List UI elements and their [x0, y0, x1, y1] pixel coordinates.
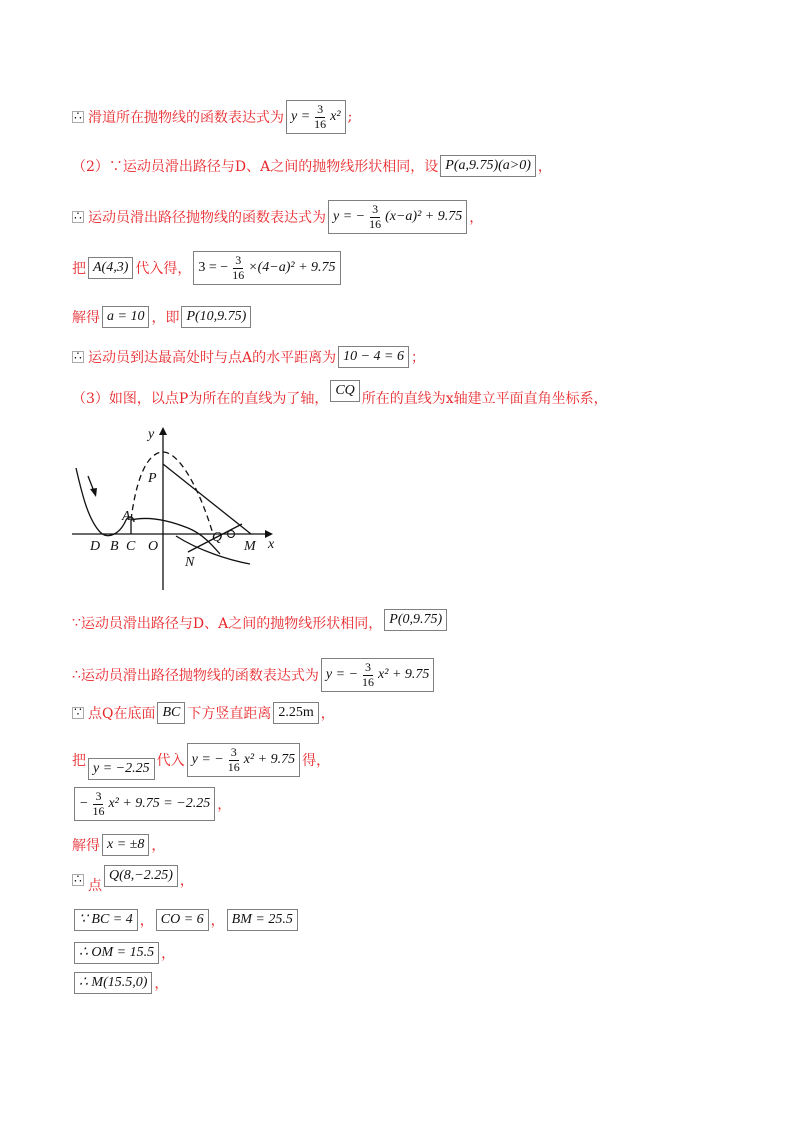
label-n: N: [185, 555, 195, 570]
equation-box: CO = 6: [156, 909, 209, 930]
equation-box: y = −2.25: [88, 758, 155, 779]
frac-num: 3: [372, 202, 379, 217]
line-tail: ，: [217, 797, 232, 813]
equation-box: [187, 743, 300, 776]
label-b: B: [110, 539, 119, 554]
line-1: [72, 97, 352, 137]
label-o: O: [148, 539, 159, 554]
label-q: Q: [212, 530, 223, 545]
line-text: 把: [72, 261, 86, 277]
line-text: 解得: [72, 838, 100, 854]
line-tail: ，: [537, 159, 552, 175]
line-7: [72, 378, 608, 418]
line-text: 下方竖直距离: [187, 706, 272, 722]
fraction: [230, 254, 246, 281]
line-text: 运动员滑出路径抛物线的函数表达式为: [88, 210, 326, 226]
coordinate-figure: [68, 424, 298, 594]
equation-box: a = 10: [102, 306, 149, 327]
frac-num: 3: [317, 102, 324, 117]
eq-lhs: y = −: [191, 752, 224, 768]
line-tail: ，: [320, 706, 335, 722]
because-symbol: ∵: [72, 707, 84, 719]
equation-box: [321, 658, 434, 691]
eq-rhs: x² + 9.75: [378, 667, 430, 683]
eq-rhs: (x−a)² + 9.75: [385, 209, 463, 225]
equation-box: [286, 100, 346, 133]
line-8: [72, 603, 449, 643]
fraction: [367, 203, 383, 230]
line-10: [72, 693, 335, 733]
therefore-symbol: ∴: [72, 874, 84, 886]
equation-box: [328, 200, 467, 233]
line-13: [72, 825, 165, 865]
frac-den: 16: [369, 216, 382, 231]
equation-box: ∴ OM = 15.5: [74, 942, 159, 963]
line-12: [72, 784, 231, 824]
separator: ，: [210, 913, 225, 929]
line-text: 运动员滑出路径与D、A之间的抛物线形状相同，设: [122, 159, 439, 175]
line-3: [72, 197, 483, 237]
eq-rhs: x²: [330, 109, 341, 125]
line-9: [72, 655, 436, 695]
y-axis-arrow: [159, 427, 167, 435]
slope-curve: [76, 468, 134, 536]
line-tail: ，: [469, 210, 484, 226]
line-17: [72, 963, 168, 1003]
line-5: [72, 297, 253, 337]
frac-num: 3: [235, 253, 242, 268]
equation-box: 2.25m: [273, 702, 318, 723]
eq-rhs: ×(4−a)² + 9.75: [248, 260, 336, 276]
equation-box: Q(8,−2.25): [104, 865, 178, 886]
equation-box: CQ: [330, 380, 359, 401]
line-tail: ;: [347, 109, 353, 125]
line-2: [72, 146, 552, 186]
equation-box: P(0,9.75): [384, 609, 447, 630]
therefore-symbol: ∴: [72, 211, 84, 223]
line-text: 运动员滑出路径抛物线的函数表达式为: [80, 668, 319, 684]
line-text: ，即: [151, 310, 180, 326]
equation-box: BM = 25.5: [227, 909, 298, 930]
line-text: 代入: [156, 753, 185, 769]
label-a: A: [122, 509, 131, 524]
therefore-symbol: ∴: [72, 111, 84, 123]
equation-box: [74, 787, 215, 820]
label-p: P: [148, 471, 157, 486]
line-text: 滑道所在抛物线的函数表达式为: [88, 110, 284, 126]
equation-box: BC: [157, 702, 185, 723]
eq-lhs: y = −: [333, 209, 366, 225]
label-y: y: [148, 427, 155, 442]
frac-den: 16: [362, 674, 375, 689]
line-tail: ，: [154, 976, 169, 992]
line-text: （3）如图，以点P为所在的直线为了轴，: [72, 391, 329, 407]
line-text: 运动员滑出路径与D、A之间的抛物线形状相同，: [80, 616, 383, 632]
frac-den: 16: [314, 116, 327, 131]
eq-lhs: −: [79, 796, 89, 812]
frac-num: 3: [230, 745, 237, 760]
fraction: [312, 103, 328, 130]
equation-box: P(10,9.75): [181, 306, 251, 327]
line-text: 解得: [72, 310, 100, 326]
line-prefix: （2）∵: [72, 159, 123, 175]
line-6: [72, 337, 425, 377]
equation-box: 10 − 4 = 6: [338, 346, 409, 367]
line-text: 运动员到达最高处时与点A的水平距离为: [88, 350, 337, 366]
frac-num: 3: [365, 660, 372, 675]
line-tail: ；: [411, 350, 426, 366]
frac-num: 3: [95, 789, 102, 804]
eq-rhs: x² + 9.75 = −2.25: [108, 796, 211, 812]
label-m: M: [244, 539, 256, 554]
eq-lhs: y = −: [325, 667, 359, 683]
eq-lhs: 3 = −: [198, 260, 229, 276]
equation-box: P(a,9.75)(a>0): [440, 155, 536, 176]
frac-den: 16: [92, 803, 105, 818]
line-prefix: ∴: [72, 667, 81, 683]
equation-box: A(4,3): [88, 257, 133, 278]
parabola-dashed: [131, 452, 213, 534]
jump-path-solid: [131, 518, 223, 554]
label-d: D: [90, 539, 101, 554]
line-14: [72, 860, 194, 900]
line-11: [72, 740, 330, 780]
line-text: 代入得，: [135, 261, 192, 277]
line-tail: ，: [179, 873, 194, 889]
line-text: 所在的直线为x轴建立平面直角坐标系，: [361, 391, 608, 407]
frac-den: 16: [232, 267, 245, 282]
line-tail: ，: [151, 838, 166, 854]
line-text: 把: [72, 753, 86, 769]
equation-box: x = ±8: [102, 834, 149, 855]
line-tail: 得，: [302, 753, 331, 769]
slope-arrow-head: [90, 488, 97, 497]
line-text: 点Q在底面: [88, 706, 156, 722]
label-c: C: [126, 539, 136, 554]
eq-rhs: x² + 9.75: [243, 752, 296, 768]
line-tail: ，: [161, 946, 176, 962]
line-text: 点: [88, 878, 102, 894]
frac-den: 16: [227, 759, 240, 774]
line-4: [72, 248, 343, 288]
line-prefix: ∵: [72, 615, 81, 631]
fraction: [360, 661, 376, 688]
therefore-symbol: ∴: [72, 351, 84, 363]
fraction: [226, 746, 242, 773]
label-x: x: [268, 537, 275, 552]
separator: ，: [139, 913, 154, 929]
equation-box: ∵ BC = 4: [74, 909, 138, 930]
equation-box: ∴ M(15.5,0): [74, 972, 152, 993]
equation-box: [193, 251, 340, 284]
fraction: [90, 790, 106, 817]
eq-lhs: y =: [291, 109, 311, 125]
